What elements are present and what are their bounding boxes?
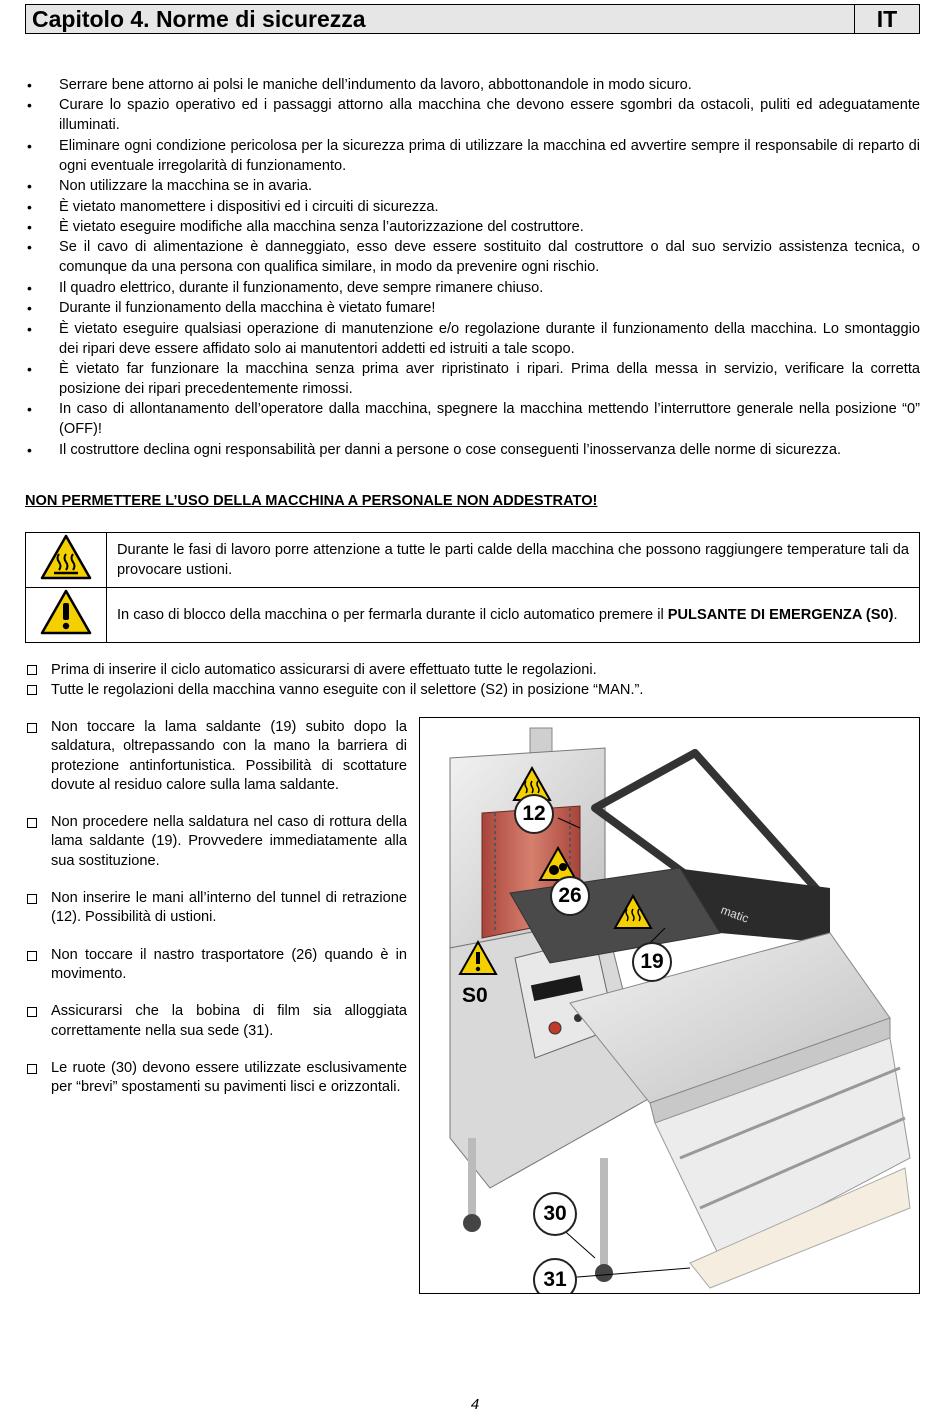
table-row — [26, 588, 920, 643]
list-item: • È vietato eseguire modifiche alla macchina senza l’autorizzazione del costruttore. — [25, 217, 920, 237]
emergency-button-label: S0 — [462, 984, 488, 1007]
list-item: • Il quadro elettrico, durante il funzionamento, deve sempre rimanere chiuso. — [25, 278, 920, 298]
callout-26: 26 — [550, 876, 590, 916]
list-item: • È vietato eseguire qualsiasi operazione di manutenzione e/o regolazione durante il funzionamento della macchina. Lo smontaggio dei ripari deve essere affidato solo ai manutentori addetti ed istruiti a tale scopo. — [25, 319, 920, 359]
machine-safety-checklist — [25, 718, 407, 1097]
emergency-button-warning-text — [107, 588, 920, 643]
emergency-suffix: . — [893, 607, 898, 623]
adjustment-checklist — [25, 660, 920, 700]
callout-12: 12 — [514, 794, 554, 834]
callout-30: 30 — [533, 1192, 577, 1236]
list-item: Non inserire le mani all’interno del tunnel di retrazione (12). Possibilità di ustioni. — [25, 889, 407, 928]
list-item: • Il costruttore declina ogni responsabilità per danni a persone o cose conseguenti l’inosservanza delle norme di sicurezza. — [25, 440, 920, 460]
emergency-prefix: In caso di blocco della macchina o per fermarla durante il ciclo automatico premere il — [117, 607, 668, 623]
untrained-personnel-warning: NON PERMETTERE L’USO DELLA MACCHINA A PERSONALE NON ADDESTRATO! — [25, 493, 598, 509]
shrink-wrap-machine-illustration — [420, 718, 919, 1293]
page-number: 4 — [470, 1396, 480, 1413]
list-item: Le ruote (30) devono essere utilizzate esclusivamente per “brevi” spostamenti su pavimenti lisci e orizzontali. — [25, 1059, 407, 1098]
chapter-header — [25, 4, 920, 34]
general-danger-icon-cell — [26, 588, 107, 643]
list-item: • In caso di allontanamento dell’operatore dalla macchina, spegnere la macchina mettendo l’interruttore generale nella posizione “0” (OFF)! — [25, 399, 920, 439]
table-row — [26, 533, 920, 588]
list-item: • È vietato far funzionare la macchina senza prima aver ripristinato i ripari. Prima della messa in servizio, verificare la corretta posizione dei ripari precedentemente rimossi. — [25, 359, 920, 399]
list-item: Non toccare la lama saldante (19) subito dopo la saldatura, oltrepassando con la mano la barriera di protezione antinfortunistica. Possibilità di scottature dovute al residuo calore sulla lama saldante. — [25, 718, 407, 795]
hot-surface-icon-cell — [26, 533, 107, 588]
list-item: Non procedere nella saldatura nel caso di rottura della lama saldante (19). Provvedere immediatamente alla sua sostituzione. — [25, 813, 407, 871]
machine-figure — [419, 717, 920, 1294]
list-item: • Se il cavo di alimentazione è danneggiato, esso deve essere sostituito dal costruttore o dal suo servizio assistenza tecnica, o comunque da una persona con qualifica similare, in modo da prevenire ogni rischio. — [25, 237, 920, 277]
callout-31: 31 — [533, 1258, 577, 1294]
list-item: • Eliminare ogni condizione pericolosa per la sicurezza prima di utilizzare la macchina ed avvertire sempre il responsabile di reparto di ogni eventuale irregolarità di funzionamento. — [25, 136, 920, 176]
list-item: • Curare lo spazio operativo ed i passaggi attorno alla macchina che devono essere sgombri da ostacoli, puliti ed adeguatamente illuminati. — [25, 95, 920, 135]
safety-rules-list — [25, 75, 920, 460]
list-item: Prima di inserire il ciclo automatico assicurarsi di avere effettuato tutte le regolazioni. — [25, 660, 920, 680]
list-item: Non toccare il nastro trasportatore (26) quando è in movimento. — [25, 946, 407, 985]
list-item: • Non utilizzare la macchina se in avaria. — [25, 176, 920, 196]
language-code: IT — [854, 5, 919, 33]
emergency-button-label: PULSANTE DI EMERGENZA (S0) — [667, 607, 894, 623]
hot-parts-warning-text: Durante le fasi di lavoro porre attenzione a tutte le parti calde della macchina che possono raggiungere temperature tali da provocare ustioni. — [107, 533, 920, 588]
warnings-table — [25, 532, 920, 643]
exclamation-warning-icon — [40, 589, 92, 635]
callout-19: 19 — [632, 942, 672, 982]
list-item: Tutte le regolazioni della macchina vanno eseguite con il selettore (S2) in posizione “MAN.”. — [25, 680, 920, 700]
list-item: • È vietato manomettere i dispositivi ed i circuiti di sicurezza. — [25, 197, 920, 217]
chapter-title: Capitolo 4. Norme di sicurezza — [32, 6, 366, 32]
hot-surface-icon — [40, 534, 92, 580]
brand-label: matic — [718, 902, 751, 926]
list-item: Assicurarsi che la bobina di film sia alloggiata correttamente nella sua sede (31). — [25, 1002, 407, 1041]
list-item: • Serrare bene attorno ai polsi le maniche dell’indumento da lavoro, abbottonandole in modo sicuro. — [25, 75, 920, 95]
list-item: • Durante il funzionamento della macchina è vietato fumare! — [25, 298, 920, 318]
